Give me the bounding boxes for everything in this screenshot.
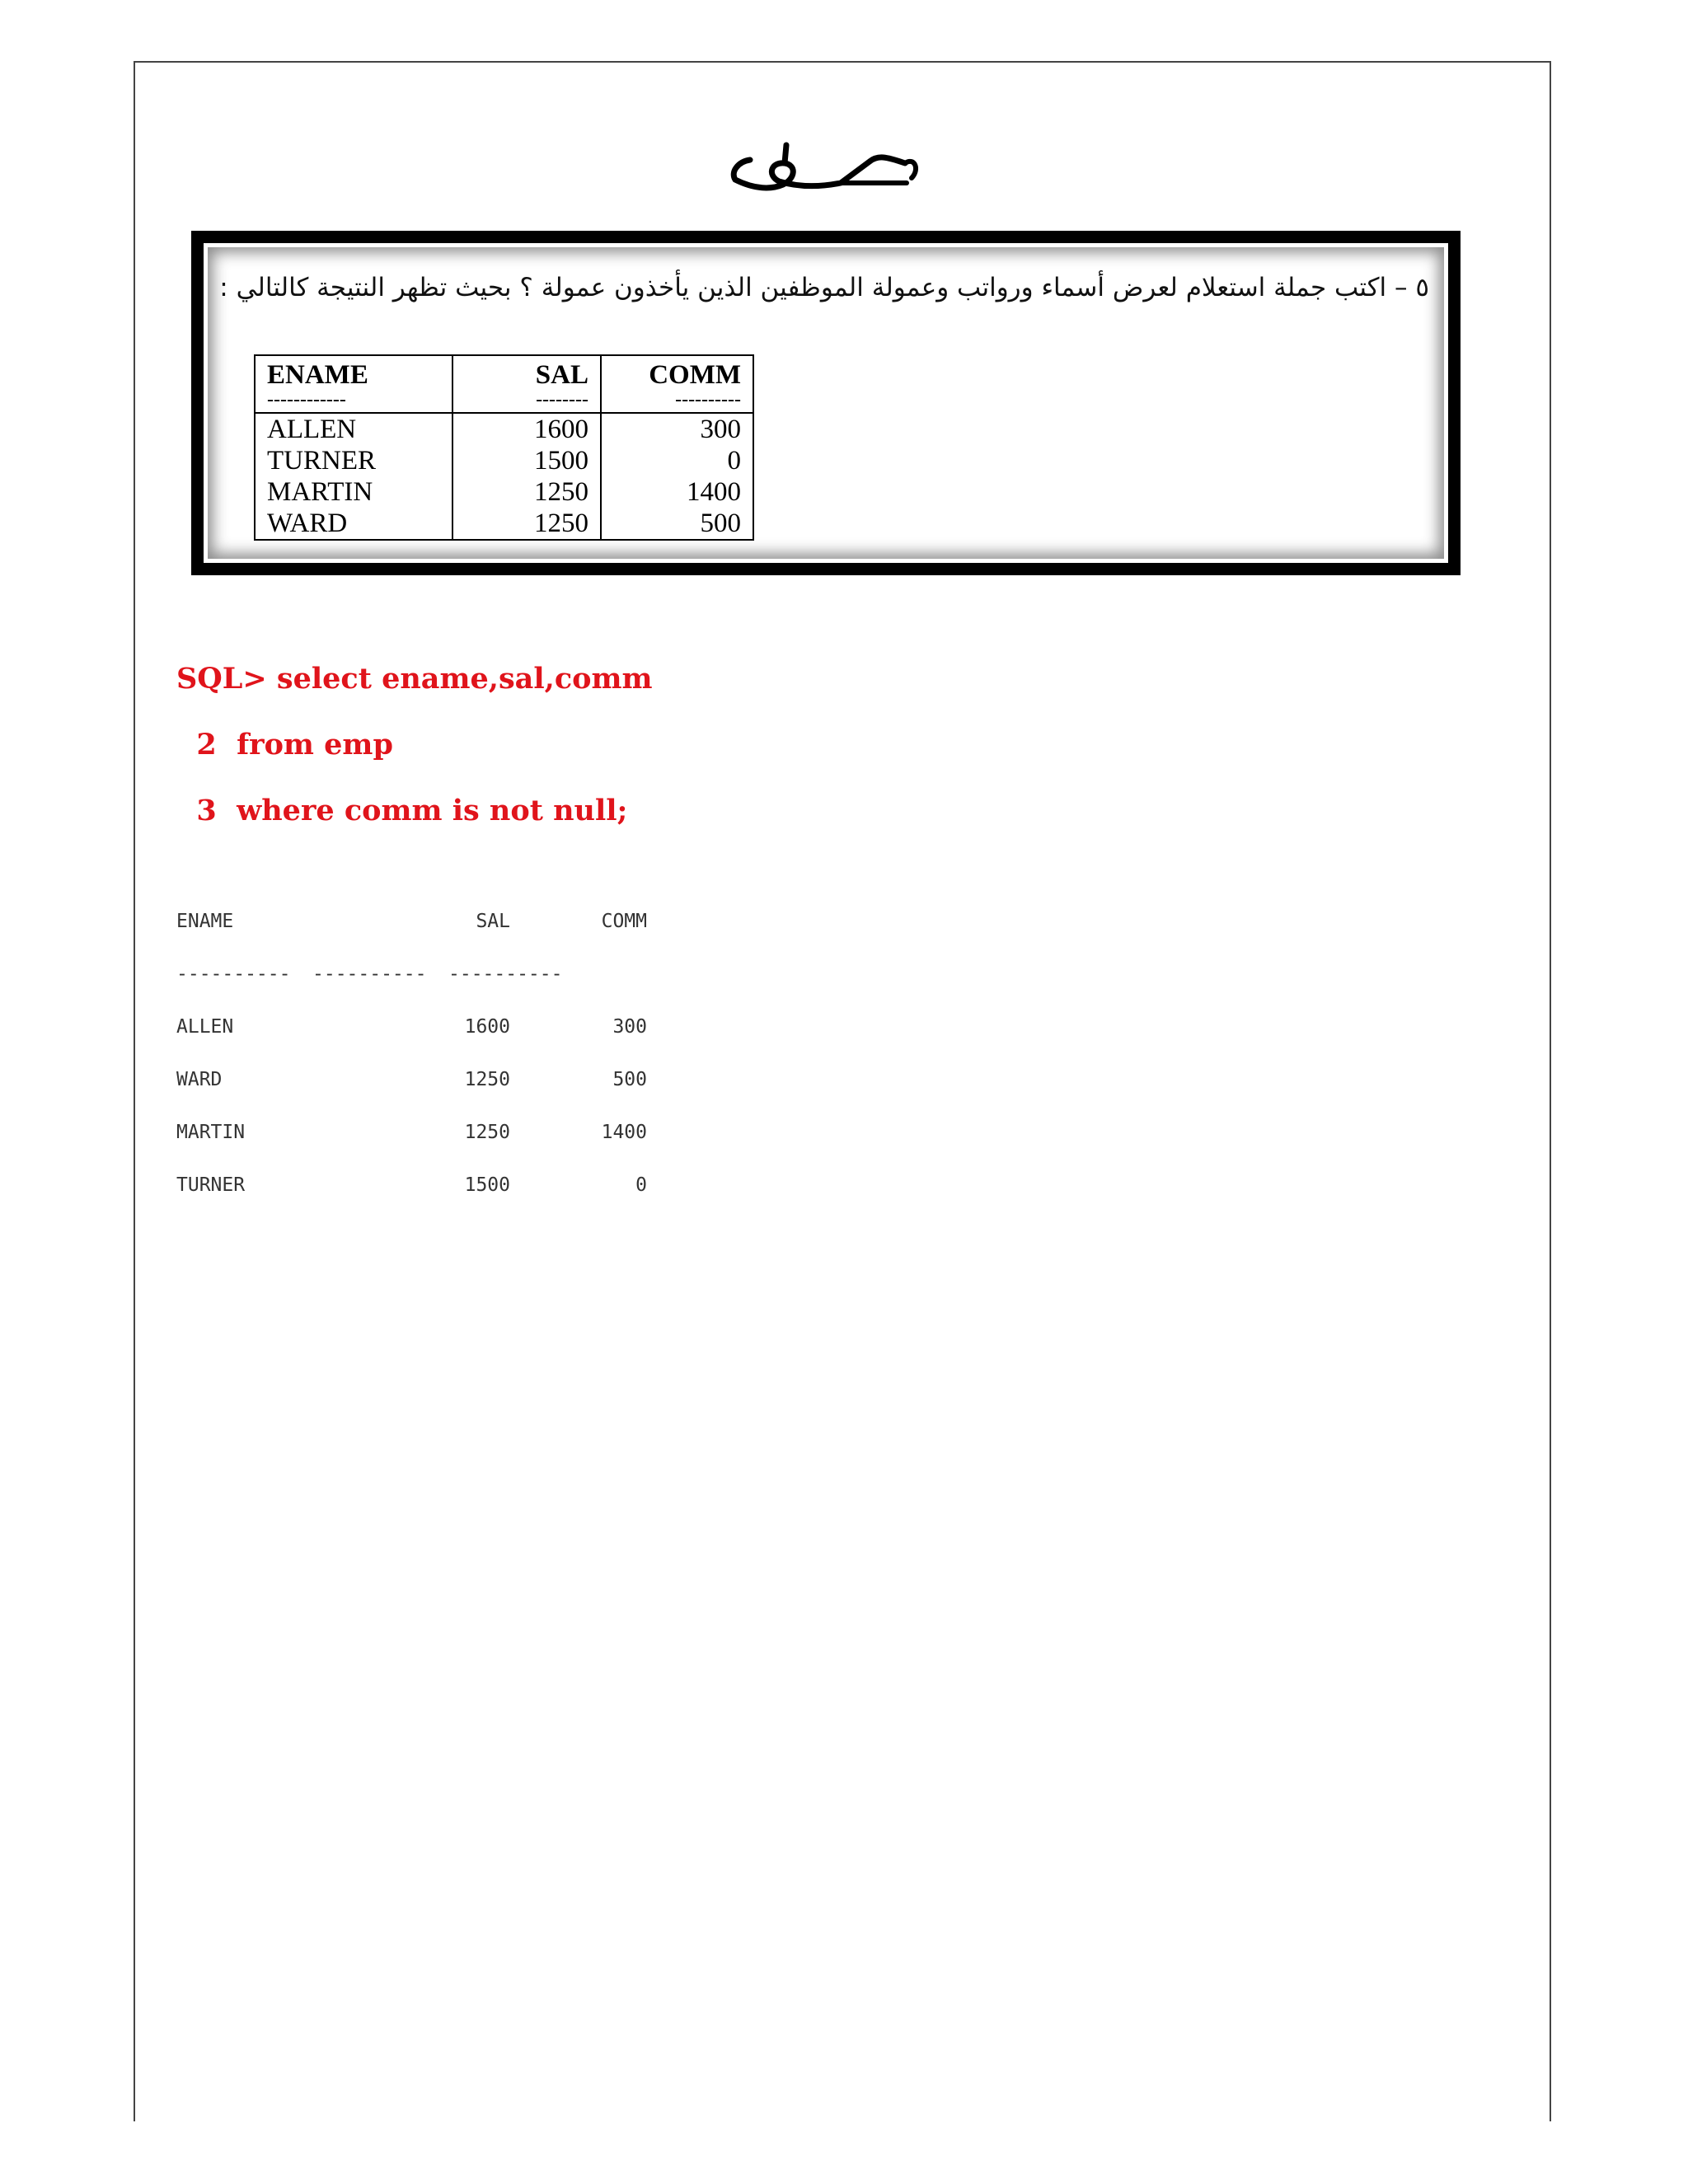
sample-cell-ename: ALLEN — [255, 413, 452, 445]
sample-cell-comm: 500 — [601, 508, 753, 540]
sql-line: 3 where comm is not null; — [176, 794, 628, 827]
result-row — [176, 1065, 647, 1118]
result-cell-sal: 1250 — [464, 1069, 510, 1090]
sample-cell-comm: 0 — [601, 445, 753, 476]
result-cell-ename: WARD — [176, 1069, 223, 1090]
result-row — [176, 1118, 647, 1170]
sample-cell-sal: 1250 — [452, 476, 601, 508]
question-panel — [208, 247, 1444, 559]
result-cell-comm: 500 — [612, 1069, 647, 1090]
result-separator-sal: ---------- — [312, 963, 427, 985]
sample-table-header-row — [255, 355, 753, 391]
result-header-row — [176, 907, 647, 959]
heading-calligraphy — [717, 124, 931, 206]
question-box-inner-border — [201, 241, 1451, 565]
sample-table-separator-row — [255, 391, 753, 413]
sample-header-ename: ENAME — [255, 355, 452, 391]
result-cell-sal: 1250 — [464, 1122, 510, 1143]
result-header-comm: COMM — [601, 911, 647, 932]
result-separator-comm: ---------- — [448, 963, 563, 985]
result-cell-ename: TURNER — [176, 1174, 246, 1196]
sql-line: 2 from emp — [176, 728, 393, 762]
result-cell-comm: 0 — [635, 1174, 647, 1196]
result-separator-row — [176, 959, 647, 1012]
sample-output-table — [254, 354, 754, 541]
result-cell-sal: 1600 — [464, 1016, 510, 1038]
sample-header-comm: COMM — [601, 355, 753, 391]
sample-cell-ename: MARTIN — [255, 476, 452, 508]
result-cell-comm: 300 — [612, 1016, 647, 1038]
result-header-sal: SAL — [476, 911, 510, 932]
sample-table-row — [255, 445, 753, 476]
question-box — [191, 231, 1461, 575]
result-row — [176, 1170, 647, 1223]
sample-table-row — [255, 508, 753, 540]
result-header-ename: ENAME — [176, 911, 234, 932]
sample-separator-ename: ------------ — [255, 391, 452, 413]
sample-cell-sal: 1500 — [452, 445, 601, 476]
sample-cell-comm: 300 — [601, 413, 753, 445]
sample-separator-sal: -------- — [452, 391, 601, 413]
sample-header-sal: SAL — [452, 355, 601, 391]
result-cell-ename: ALLEN — [176, 1016, 234, 1038]
sample-cell-comm: 1400 — [601, 476, 753, 508]
sample-cell-ename: WARD — [255, 508, 452, 540]
sql-line: SQL> select ename,sal,comm — [176, 662, 653, 696]
result-cell-comm: 1400 — [601, 1122, 647, 1143]
sample-table-row — [255, 476, 753, 508]
sample-cell-sal: 1250 — [452, 508, 601, 540]
result-separator-ename: ---------- — [176, 963, 291, 985]
result-row — [176, 1012, 647, 1065]
result-cell-sal: 1500 — [464, 1174, 510, 1196]
sql-query — [176, 656, 653, 854]
sample-cell-ename: TURNER — [255, 445, 452, 476]
sample-cell-sal: 1600 — [452, 413, 601, 445]
result-cell-ename: MARTIN — [176, 1122, 246, 1143]
question-text: ٥ – اكتب جملة استعلام لعرض أسماء ورواتب وعمولة الموظفين الذين يأخذون عمولة ؟ بحيث تظهر النتيجة كالتالي : — [219, 273, 1429, 302]
sample-separator-comm: ---------- — [601, 391, 753, 413]
sample-table-row — [255, 413, 753, 445]
query-result — [176, 907, 647, 1223]
